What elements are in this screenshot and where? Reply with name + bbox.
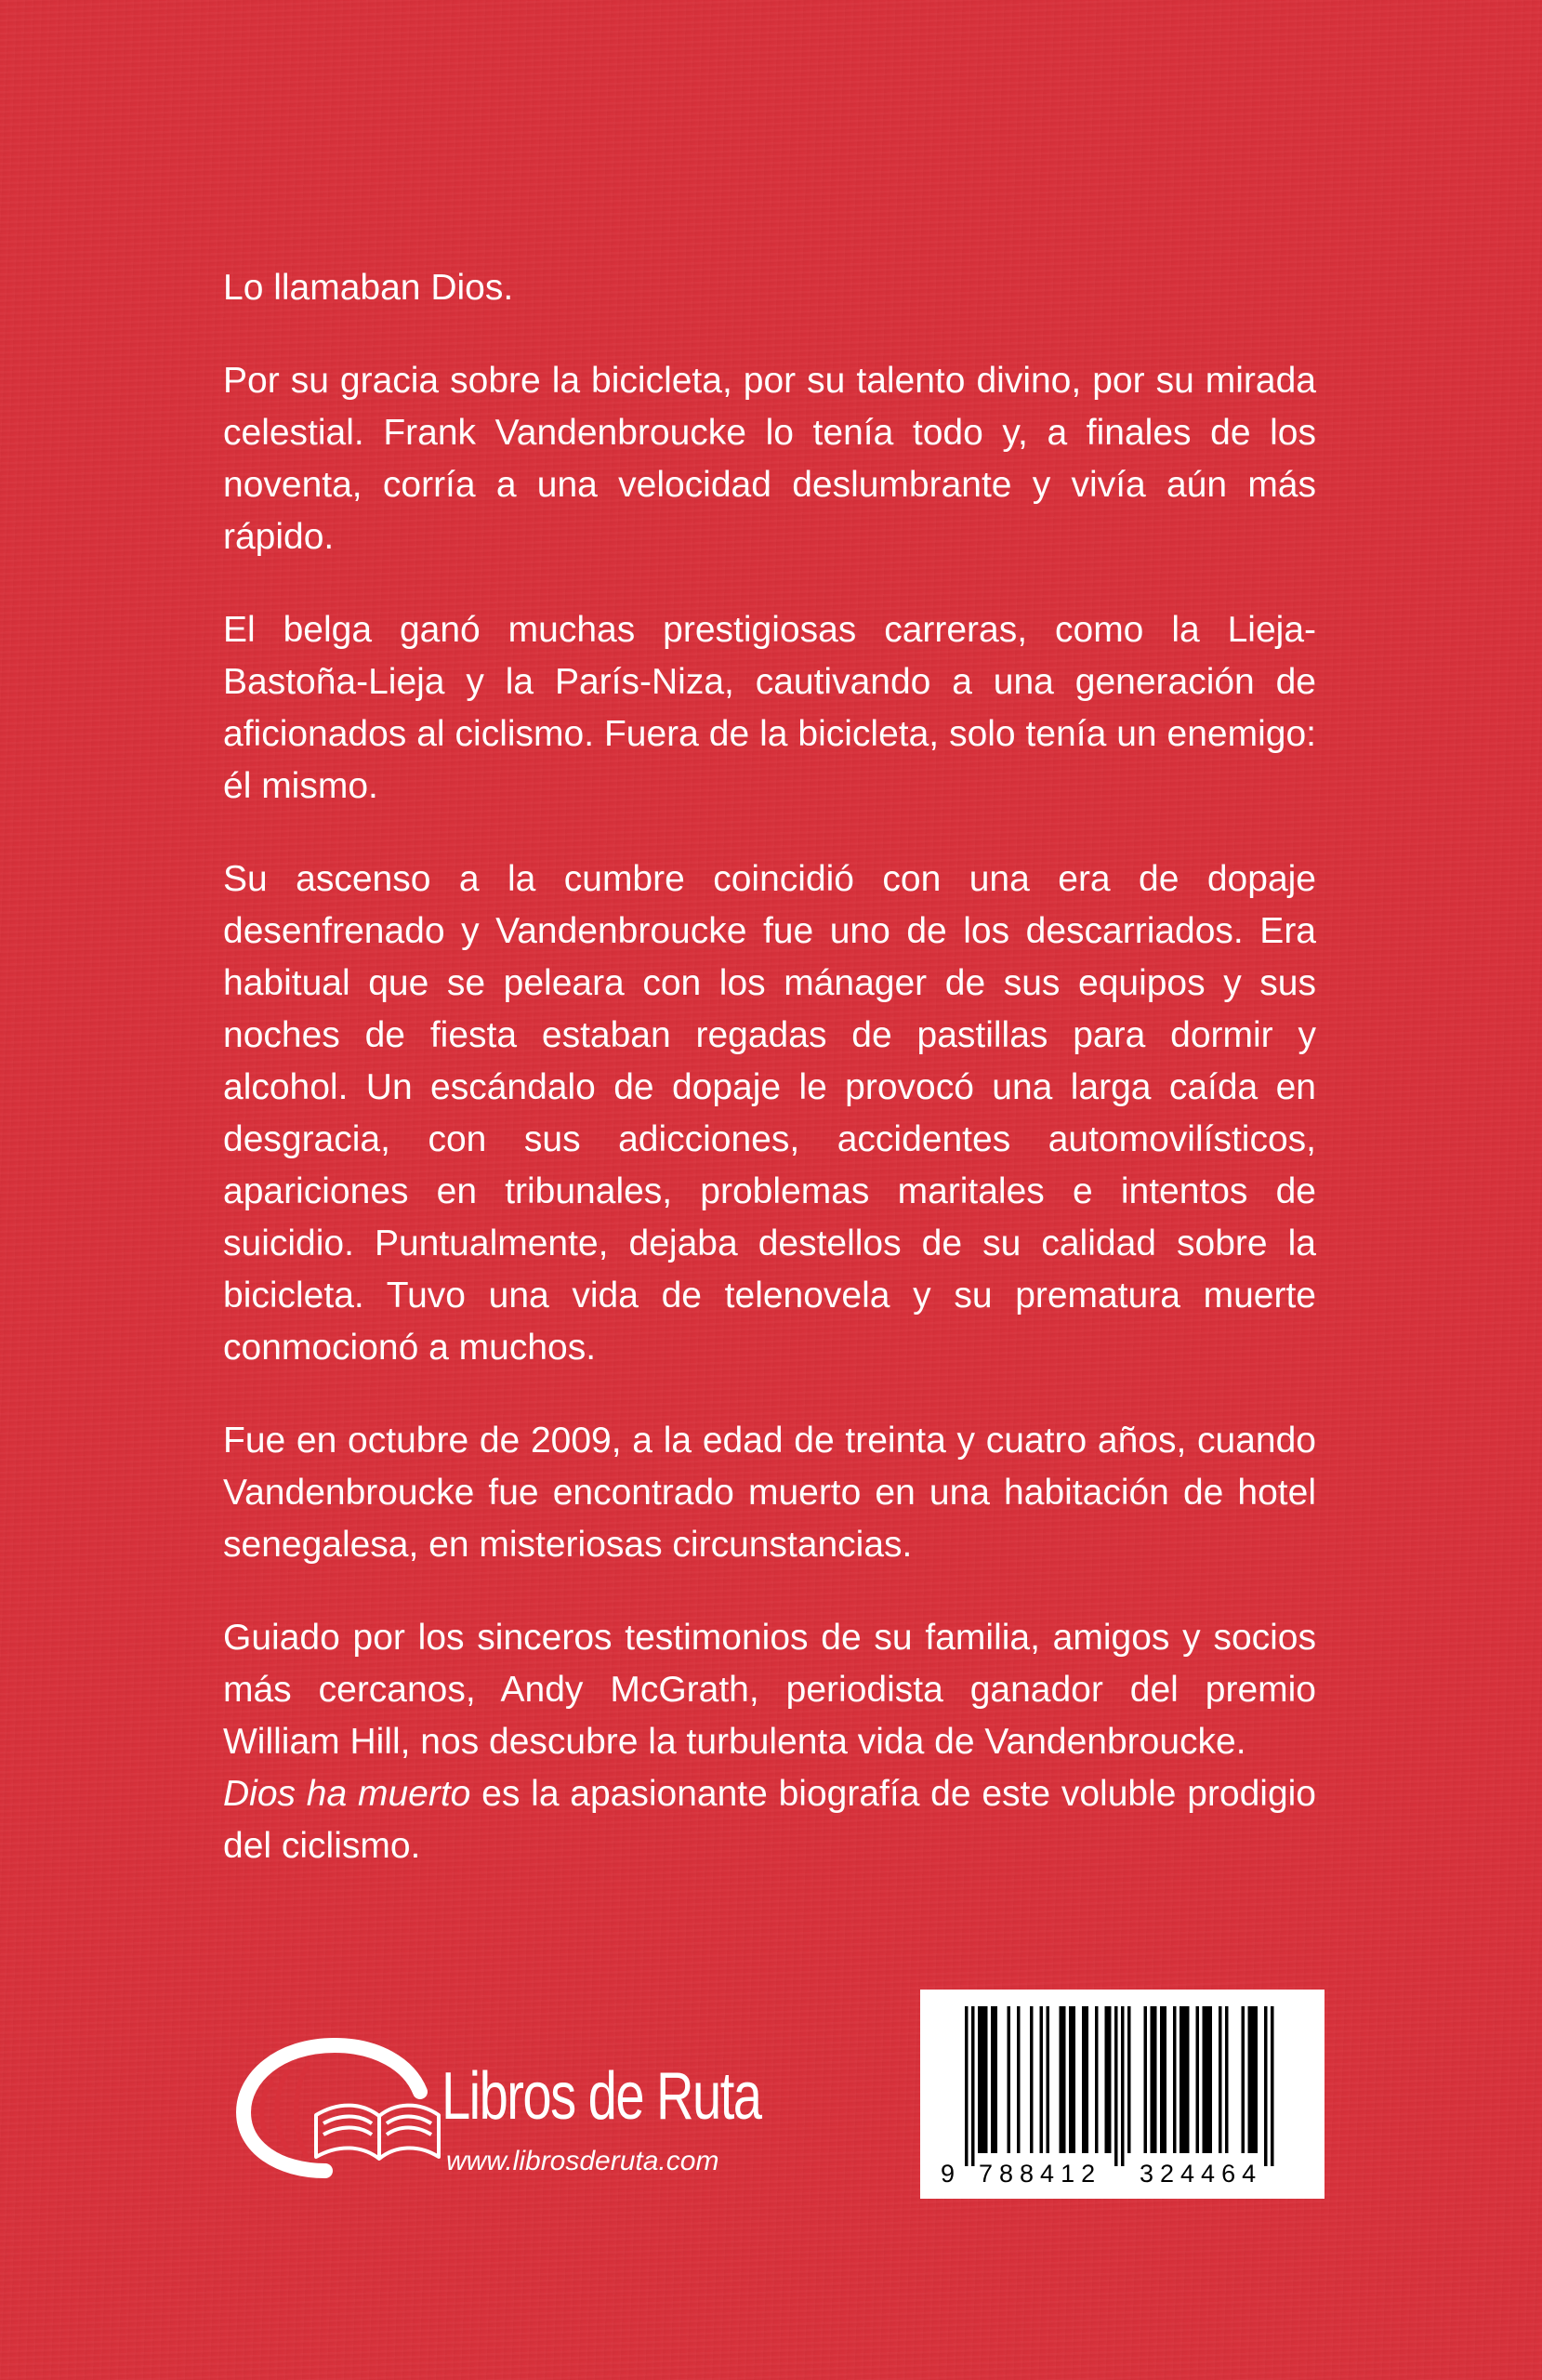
barcode-bar (1183, 2006, 1187, 2153)
barcode-bar (1127, 2006, 1131, 2153)
barcode-bar (1248, 2006, 1252, 2153)
barcode-bar (1255, 2006, 1259, 2153)
barcode-bar (1017, 2006, 1021, 2153)
barcode-bar (1203, 2006, 1206, 2153)
barcode-bar (1095, 2006, 1099, 2153)
barcode-bar (965, 2006, 969, 2166)
blurb-paragraph-4: Su ascenso a la cumbre coincidió con una era de dopaje desenfrenado y Vandenbroucke fue uno de los descarriados. Era habitual que se peleara con los mánager de sus equipos y sus noches de fiesta estaban regadas de pastillas para dormir y alcohol. Un escándalo de dopaje le provocó una larga caída en desgracia, con sus adicciones, accidentes automovilísticos, apariciones en tribunales, problemas maritales e intentos de suicidio. Puntualmente, dejaba destellos de su calidad sobre la bicicleta. Tuvo una vida de telenovela y su prematura muerte conmocionó a muchos. (223, 859, 1316, 1368)
publisher-url[interactable]: www.librosderuta.com (446, 2146, 719, 2176)
barcode-bar (1209, 2006, 1213, 2153)
barcode-bar (1073, 2006, 1076, 2153)
barcode-bar (1040, 2006, 1044, 2153)
blurb-paragraph-5: Fue en octubre de 2009, a la edad de treinta y cuatro años, cuando Vandenbroucke fue encontrado muerto en una habitación de hotel senegalesa, en misteriosas circunstancias. (223, 1421, 1316, 1565)
book-title-italic: Dios ha muerto (223, 1774, 471, 1814)
publisher-name: Libros de Ruta (442, 2059, 761, 2134)
publisher-logo (223, 2027, 781, 2194)
barcode-bar (1121, 2006, 1125, 2166)
barcode-bar (1219, 2006, 1222, 2153)
barcode-digits-left: 788412 (979, 2160, 1102, 2188)
blurb-paragraph-3: El belga ganó muchas prestigiosas carreras, como la Lieja-Bastoña-Lieja y la París-Niza, cautivando a una generación de aficionados al ciclismo. Fuera de la bicicleta, solo tenía un enemigo: él mismo. (223, 610, 1316, 806)
blurb-paragraph-1: Lo llamaban Dios. (223, 268, 514, 308)
barcode-bar (1153, 2006, 1157, 2153)
blurb-paragraph-2: Por su gracia sobre la bicicleta, por su talento divino, por su mirada celestial. Frank Vandenbroucke lo tenía todo y, a finales de los noventa, corría a una velocidad deslumbrante y vivía aún más rápido. (223, 361, 1316, 557)
barcode-bar (978, 2006, 982, 2153)
barcode-bar (1060, 2006, 1063, 2153)
barcode-bar (1008, 2006, 1011, 2153)
barcode-bar (1144, 2006, 1148, 2153)
barcode-bar (1196, 2006, 1200, 2153)
barcode-graphic (920, 1990, 1325, 2199)
barcode-bar (1082, 2006, 1086, 2153)
barcode-bar (995, 2006, 998, 2153)
barcode-bar (1271, 2006, 1274, 2166)
blurb-paragraph-6-rest: es la apasionante biografía de este voluble prodigio del ciclismo. (223, 1774, 1317, 1866)
barcode-bar (1264, 2006, 1268, 2166)
barcode-bar (1069, 2006, 1073, 2153)
barcode-bar (1242, 2006, 1245, 2153)
blurb-paragraph-6 (223, 1612, 1316, 1872)
barcode-bar (1180, 2006, 1183, 2153)
barcode-bar (1173, 2006, 1177, 2153)
barcode-bar (982, 2006, 985, 2153)
barcode-bar (1108, 2006, 1112, 2153)
barcode-bar (984, 2006, 988, 2153)
tire-book-logo-icon (223, 2027, 446, 2185)
blurb-text (223, 262, 1316, 1913)
barcode-bar (1186, 2006, 1190, 2153)
barcode-bar (1160, 2006, 1164, 2153)
barcode-bar (1225, 2006, 1229, 2153)
barcode-bar (1251, 2006, 1255, 2153)
barcode-bar (1114, 2006, 1118, 2166)
isbn-barcode (920, 1990, 1325, 2199)
barcode-bar (1062, 2006, 1066, 2153)
barcode-digits-right: 324464 (1140, 2160, 1263, 2188)
blurb-paragraph-6-text: Guiado por los sinceros testimonios de su familia, amigos y socios más cercanos, Andy McGrath, periodista ganador del premio William Hill, nos descubre la turbulenta vida de Vandenbroucke. (223, 1618, 1316, 1762)
barcode-bar (1047, 2006, 1050, 2153)
barcode-bar (1151, 2006, 1154, 2153)
barcode-bar (971, 2006, 975, 2166)
barcode-digit-first: 9 (941, 2160, 956, 2188)
barcode-bar (1164, 2006, 1167, 2153)
barcode-bar (1105, 2006, 1109, 2153)
barcode-bar (1206, 2006, 1209, 2153)
barcode-bar (1030, 2006, 1034, 2153)
barcode-bar (991, 2006, 995, 2153)
barcode-bar (1086, 2006, 1089, 2153)
